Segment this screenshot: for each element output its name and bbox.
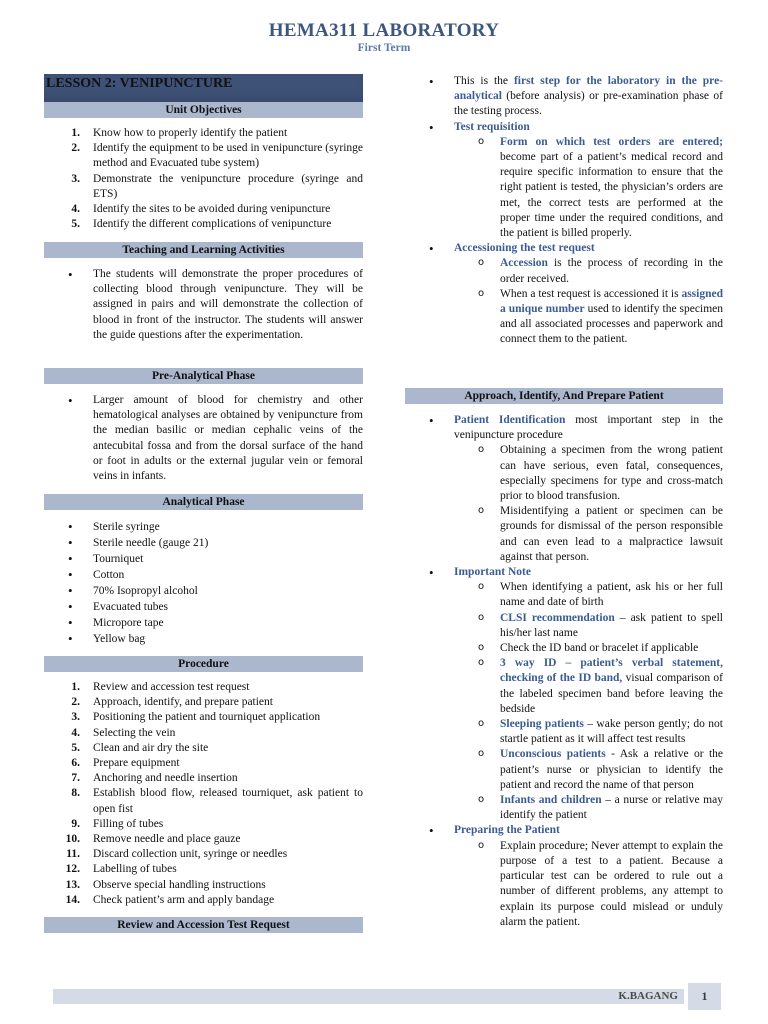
list-item: 5. Identify the different complications of venipuncture <box>71 218 332 231</box>
section-heading-teaching: Teaching and Learning Activities <box>44 242 363 258</box>
patient-identification-list <box>405 413 723 930</box>
list-item: • Yellow bag <box>44 631 363 647</box>
document-title: HEMA311 LABORATORY <box>268 20 500 41</box>
list-item: • Cotton <box>44 567 363 583</box>
sub-list-item: o Explain procedure; Never attempt to explain the purpose of a test to a patient. Because a particular test can be ordered to rule out a number of different problems, any attempt to explain its purpose could mislead or unduly alarm the patient. <box>405 839 723 930</box>
list-item: 5. Clean and air dry the site <box>71 741 209 754</box>
list-item: 4. Selecting the vein <box>71 726 176 739</box>
sub-list-item: o Obtaining a specimen from the wrong patient can have serious, even fatal, consequences, especially specimens for type and cross-match prior to blood transfusion. <box>405 443 723 504</box>
list-item: • The students will demonstrate the proper procedures of collecting blood through venipuncture. They will be assigned in pairs and will demonstrate the collection of blood in front of the instructor. The students will answer the guide questions after the experimentation. <box>44 267 363 343</box>
procedure-list <box>44 680 363 908</box>
sub-list-item: o Sleeping patients – wake person gently; do not startle patient as it will affect test results <box>405 717 723 747</box>
document-subtitle: First Term <box>357 42 411 54</box>
list-item: • Test requisition o Form on which test orders are entered; become part of a patient’s medical record and require specific information to ensure that the right patient is tested, the physician’s orders are met, the correct tests are performed at the proper time under the required conditions, and the patient is billed properly. <box>405 120 723 242</box>
pre-analytical-list <box>44 393 363 484</box>
footer-author: K.BAGANG <box>618 990 678 1002</box>
list-item: 1. Review and accession test request <box>71 681 250 693</box>
list-item: 11. Discard collection unit, syringe or needles <box>66 848 288 861</box>
sub-list-item: o Accession is the process of recording in the order received. <box>405 256 723 286</box>
lesson-title-banner <box>44 74 363 102</box>
section-heading-approach-identify: Approach, Identify, And Prepare Patient <box>405 388 723 404</box>
sub-list-item: o 3 way ID – patient’s verbal statement, checking of the ID band, visual comparison of the labeled specimen band before leaving the bedside <box>405 656 723 717</box>
lesson-title: LESSON 2: VENIPUNCTURE <box>46 76 233 91</box>
sub-list-item: o Check the ID band or bracelet if applicable <box>405 641 723 656</box>
list-item: • Important Note o When identifying a patient, ask his or her full name and date of birth o CLSI recommendation – ask patient to spell his/her last name o Check the ID band or bracelet if applicable o 3 way ID – patient’s verbal statement, checking of the ID band, visual comparison of the labeled specimen band before leaving the bedside o Sleeping patients – wake person gently; do not startle patient as it will affect test results o Unconscious patients - Ask a relative or the patient’s nurse or physician to identify the patient and record the name of that person o Infants and children – a nurse or relative may identify the patient <box>405 565 723 823</box>
list-item: • Preparing the Patient o Explain procedure; Never attempt to explain the purpose of a test to a patient. Because a particular test can be ordered to rule out a number of different problems, any attempt to explain its purpose could mislead or unduly alarm the patient. <box>405 823 723 929</box>
sub-list-item: o Infants and children – a nurse or relative may identify the patient <box>405 793 723 823</box>
list-item: • Patient Identification most important step in the venipuncture procedure o Obtaining a specimen from the wrong patient can have serious, even fatal, consequences, especially specimens for type and cross-match prior to blood transfusion. o Misidentifying a patient or specimen can be grounds for dismissal of the person responsible and can even lead to a malpractice lawsuit against that person. <box>405 413 723 565</box>
sub-list-item: o CLSI recommendation – ask patient to spell his/her last name <box>405 611 723 641</box>
list-item: 4. Identify the sites to be avoided during venipuncture <box>71 203 331 216</box>
list-item: 6. Prepare equipment <box>71 757 180 770</box>
list-item: • Micropore tape <box>44 615 363 631</box>
list-item: • Sterile syringe <box>44 519 363 535</box>
footer-bar <box>53 989 684 1004</box>
page-number: 1 <box>688 983 721 1010</box>
list-item: • Evacuated tubes <box>44 599 363 615</box>
list-item: • Larger amount of blood for chemistry and other hematological analyses are obtained by venipuncture from the median basilic or median cephalic veins of the antecubital fossa and from the dorsal surface of the hand or foot in adults or the external jugular vein or femoral veins in infants. <box>44 393 363 484</box>
sub-list-item: o When identifying a patient, ask his or her full name and date of birth <box>405 580 723 610</box>
sub-list-item: o Form on which test orders are entered; become part of a patient’s medical record and require specific information to ensure that the right patient is tested, the physician’s orders are met, the correct tests are performed at the proper time under the required conditions, and the patient is billed properly. <box>405 135 723 241</box>
list-item: 8. Establish blood flow, released tourniquet, ask patient to open fist <box>71 787 363 815</box>
sub-list-item: o Misidentifying a patient or specimen can be grounds for dismissal of the person responsible and can even lead to a malpractice lawsuit against that person. <box>405 504 723 565</box>
list-item: 10. Remove needle and place gauze <box>65 833 241 846</box>
list-item: 13. Observe special handling instructions <box>65 878 266 891</box>
list-item: 3. Positioning the patient and tourniquet application <box>71 711 321 724</box>
teaching-list <box>44 267 363 343</box>
sub-list-item: o When a test request is accessioned it is assigned a unique number used to identify the specimen and all associated processes and paperwork and connect them to the patient. <box>405 287 723 348</box>
section-heading-procedure: Procedure <box>44 656 363 672</box>
section-heading-review-accession: Review and Accession Test Request <box>44 917 363 933</box>
unit-objectives-list <box>44 126 363 232</box>
list-item: • Accessioning the test request o Accession is the process of recording in the order received. o When a test request is accessioned it is assigned a unique number used to identify the specimen and all associated processes and paperwork and connect them to the patient. <box>405 241 723 347</box>
section-heading-pre-analytical: Pre-Analytical Phase <box>44 368 363 384</box>
list-item: • Tourniquet <box>44 551 363 567</box>
list-item: 14. Check patient’s arm and apply bandage <box>65 893 275 906</box>
list-item: 9. Filling of tubes <box>71 817 164 830</box>
section-heading-analytical: Analytical Phase <box>44 494 363 510</box>
list-item: 2. Identify the equipment to be used in venipuncture (syringe method and Evacuated tube system) <box>71 142 363 170</box>
review-accession-list <box>405 74 723 348</box>
list-item: • This is the first step for the laboratory in the pre-analytical (before analysis) or pre-examination phase of the testing process. <box>405 74 723 120</box>
section-heading-unit-objectives: Unit Objectives <box>44 102 363 118</box>
sub-list-item: o Unconscious patients - Ask a relative or the patient’s nurse or physician to identify the patient and record the name of that person <box>405 747 723 793</box>
equipment-list <box>44 519 363 647</box>
list-item: 1. Know how to properly identify the patient <box>71 127 288 139</box>
list-item: 2. Approach, identify, and prepare patient <box>71 696 273 709</box>
list-item: 7. Anchoring and needle insertion <box>71 772 238 785</box>
list-item: 12. Labelling of tubes <box>65 863 177 876</box>
list-item: 3. Demonstrate the venipuncture procedure (syringe and ETS) <box>71 172 363 200</box>
list-item: • 70% Isopropyl alcohol <box>44 583 363 599</box>
list-item: • Sterile needle (gauge 21) <box>44 535 363 551</box>
